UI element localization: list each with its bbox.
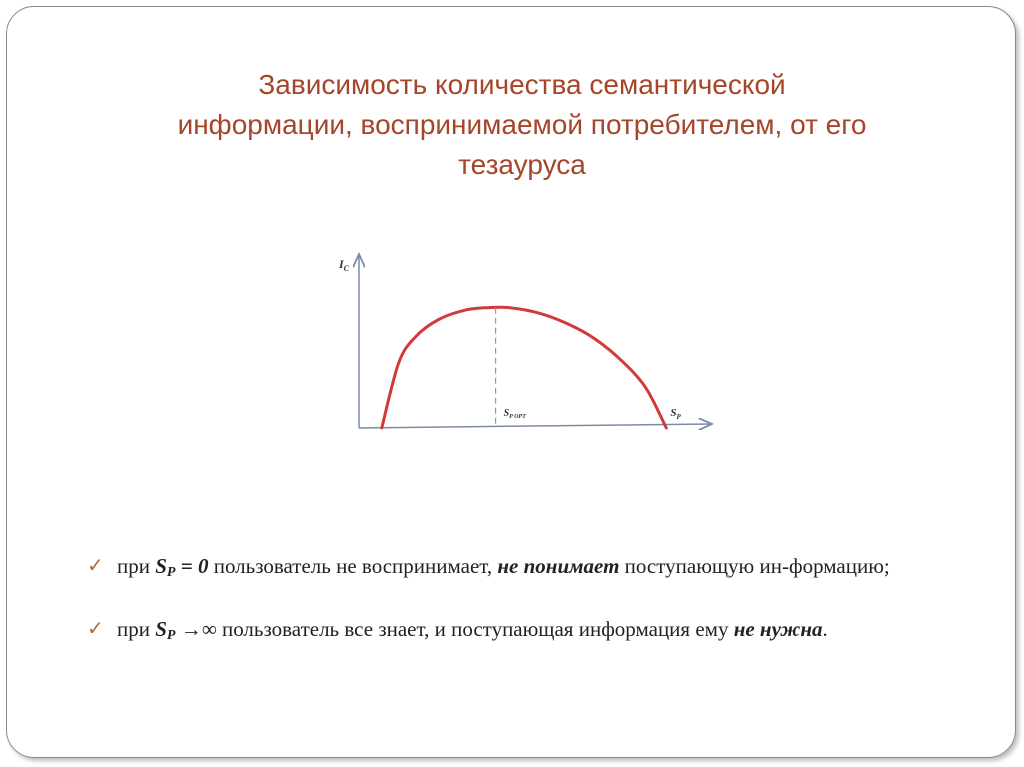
optimum-label: $S_{P OPT}$ (503, 408, 526, 420)
title-line-2: информации, воспринимаемой потребителем, от его (177, 109, 867, 140)
checkmark-icon: ✓ (87, 618, 104, 640)
bullet-item-infinity: ✓ при $S_P$ →∞ пользователь все знает, и поступающая информация ему не нужна. (87, 617, 828, 643)
x-axis (359, 424, 712, 428)
x-axis-label: $S_P$ (670, 407, 681, 421)
emphasis-text: не нужна (733, 617, 823, 641)
sp-variable: $S_P = 0$ (155, 554, 209, 580)
y-axis-label: $I_C$ (339, 257, 350, 273)
page-title (107, 65, 937, 185)
title-line-1: Зависимость количества семантической (258, 69, 786, 100)
information-curve (382, 307, 667, 428)
emphasis-text: не понимает (497, 554, 620, 578)
title-line-3: тезауруса (458, 149, 586, 180)
checkmark-icon: ✓ (87, 555, 104, 577)
bullet-item-zero: ✓ при $S_P = 0$ пользователь не воспринимает, не понимает поступающую ин-формацию; (87, 554, 890, 580)
slide (6, 6, 1016, 758)
bullet-list (87, 552, 957, 678)
sp-variable: $S_P$ →∞ (155, 617, 217, 643)
thesaurus-curve-chart (327, 242, 727, 442)
